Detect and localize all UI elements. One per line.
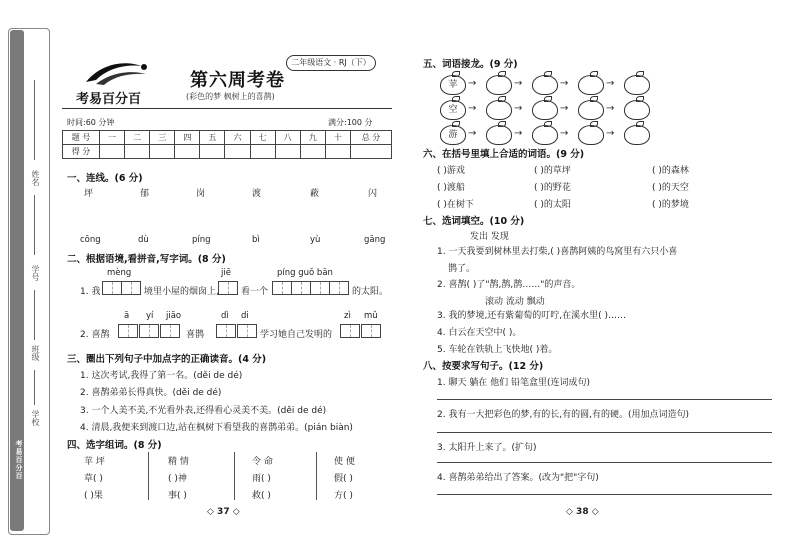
s2-pinyin: zì [344,311,351,321]
score-table-header-row [63,131,392,145]
apple-answer-box[interactable] [578,125,604,145]
arrow-right-icon: → [468,78,477,89]
apple-stem-icon [498,71,506,77]
score-table-cell: 八 [275,131,300,145]
score-table-cell: 四 [175,131,200,145]
arrow-right-icon: → [514,78,523,89]
arrow-right-icon: → [468,128,477,139]
score-table-cell: 十 [325,131,350,145]
binding-label-name: 姓名 [31,170,40,186]
s3-item: 3. 一个人美不美,不光看外表,还得看心灵美不美。(děi de dé) [80,406,327,416]
binding-label-school: 学校 [31,410,40,426]
score-table-score-row [63,145,392,159]
s4-head: 令 命 [252,457,273,467]
apple-stem-icon [636,71,644,77]
s6-item: ( )的草坪 [534,166,571,176]
s1-pinyin: píng [192,235,211,245]
s2-text: 境里小屋的烟囱上, [144,287,219,297]
apple-answer-box[interactable] [624,75,650,95]
section-3-title: 三、圈出下列句子中加点字的正确读音。(4 分) [67,354,267,365]
score-input-cell[interactable] [250,145,275,159]
apple-stem-icon [590,71,598,77]
score-table-cell: 总 分 [351,131,392,145]
apple-stem-icon [452,121,460,127]
arrow-right-icon: → [468,103,477,114]
s4-head: 使 便 [334,457,355,467]
s7-word-bank: 滚动 流动 飘动 [485,297,545,307]
s1-char: 渡 [252,189,262,199]
s4-divider [234,452,235,500]
s4-item: ( )神 [168,474,187,484]
s2-text: 的太阳。 [352,287,389,297]
tianzige-box[interactable] [216,324,236,338]
answer-line[interactable] [437,399,772,400]
s2-text: 看一个 [241,287,269,297]
tianzige-box[interactable] [218,281,238,295]
apple-stem-icon [452,71,460,77]
apple-answer-box[interactable] [578,100,604,120]
s8-item: 2. 我有一大把彩色的梦,有的长,有的圆,有的硬。(用加点词造句) [437,410,690,420]
score-input-cell[interactable] [300,145,325,159]
tianzige-box[interactable] [160,324,180,338]
apple-stem-icon [636,121,644,127]
s6-item: ( )游戏 [437,166,465,176]
s2-text: 喜鹊 [186,330,205,340]
s6-item: ( )渡船 [437,183,465,193]
s4-divider [148,452,149,500]
score-input-cell[interactable] [351,145,392,159]
section-2-title: 二、根据语境,看拼音,写字词。(8 分) [67,254,226,265]
score-input-cell[interactable] [200,145,225,159]
binding-line [34,290,35,340]
score-input-cell[interactable] [275,145,300,159]
s4-head: 苹 坪 [84,457,105,467]
arrow-right-icon: → [560,103,569,114]
score-table [62,130,392,159]
page-number-left: ◇ 37 ◇ [207,507,240,517]
apple-start-char: 空 [448,105,458,115]
score-table-cell: 六 [225,131,250,145]
s4-item: 方( ) [334,491,353,501]
section-1-title: 一、连线。(6 分) [67,173,143,184]
binding-label-number: 学号 [31,265,40,281]
s4-divider [316,452,317,500]
answer-line[interactable] [437,462,772,463]
binding-label-class: 班级 [31,345,40,361]
s4-item: ( )果 [84,491,103,501]
s2-text: 学习她自己发明的 [260,330,333,340]
apple-stem-icon [590,121,598,127]
s1-pinyin: bì [252,235,260,245]
tianzige-box[interactable] [361,324,381,338]
s7-item: 5. 车轮在铁轨上飞快地( )着。 [437,345,558,355]
binding-line [34,195,35,255]
s7-item: 4. 白云在天空中( )。 [437,328,522,338]
arrow-right-icon: → [514,128,523,139]
apple-start-box [440,75,466,95]
s2-pinyin: mǔ [364,311,378,321]
s2-pinyin: dì [221,311,229,321]
s7-item: 2. 喜鹊( )了"鹊,鹊,鹊……"的声音。 [437,280,581,290]
apple-answer-box[interactable] [624,100,650,120]
s1-pinyin: dù [138,235,149,245]
arrow-right-icon: → [514,103,523,114]
s6-item: ( )的太阳 [534,200,571,210]
score-input-cell[interactable] [175,145,200,159]
section-6-title: 六、在括号里填上合适的词语。(9 分) [423,149,585,160]
score-input-cell[interactable] [150,145,175,159]
s8-item: 4. 喜鹊弟弟给出了答案。(改为"把"字句) [437,473,599,483]
logo-text: 考易百分百 [76,92,142,107]
tianzige-box[interactable] [310,281,330,295]
s1-pinyin: yù [310,235,321,245]
s6-item: ( )的森林 [652,166,689,176]
s4-item: 假( ) [334,474,353,484]
score-input-cell[interactable] [325,145,350,159]
s4-item: 雨( ) [252,474,271,484]
score-table-cell: 二 [125,131,150,145]
s1-char: 岗 [196,189,206,199]
apple-stem-icon [498,96,506,102]
score-table-cell: 七 [250,131,275,145]
s2-pinyin: jiē [221,268,231,278]
s7-word-bank: 发出 发现 [470,232,509,242]
score-table-cell: 九 [300,131,325,145]
apple-answer-box[interactable] [532,125,558,145]
page-title: 第六周考卷 [190,70,285,91]
binding-logo: 考易百分百 [15,440,23,480]
tianzige-box[interactable] [118,324,138,338]
s4-item: 事( ) [168,491,187,501]
s2-pinyin: ā [124,311,130,321]
tianzige-box[interactable] [272,281,292,295]
arrow-right-icon: → [560,128,569,139]
s3-item: 2. 喜鹊弟弟长得真快。(děi de dé) [80,388,222,398]
apple-stem-icon [452,96,460,102]
apple-stem-icon [590,96,598,102]
apple-answer-box[interactable] [486,75,512,95]
score-table-cell: 题 号 [63,131,100,145]
score-table-cell: 五 [200,131,225,145]
apple-start-char: 苹 [448,80,458,90]
section-4-title: 四、选字组词。(8 分) [67,440,162,451]
apple-answer-box[interactable] [532,75,558,95]
s1-pinyin: cōng [80,235,101,245]
apple-start-box [440,125,466,145]
s6-item: ( )的天空 [652,183,689,193]
s4-item: 草( ) [84,474,103,484]
s1-char: 闪 [368,189,378,199]
s2-pinyin: di [241,311,249,321]
s7-item: 1. 一天我要到树林里去打柴,( )喜鹊阿姨的鸟窝里有六只小喜 [437,247,678,257]
tianzige-box[interactable] [102,281,122,295]
s3-item: 1. 这次考试,我得了第一名。(děi de dé) [80,371,243,381]
s6-item: ( )在树下 [437,200,474,210]
time-limit: 时间:60 分钟 [67,118,115,127]
score-table-cell: 一 [100,131,125,145]
apple-answer-box[interactable] [486,100,512,120]
score-input-cell[interactable] [100,145,125,159]
apple-start-box [440,100,466,120]
page-number-right: ◇ 38 ◇ [566,507,599,517]
s7-item: 鹊了。 [448,264,476,274]
s6-item: ( )的野花 [534,183,571,193]
s3-item: 4. 清晨,我便来到渡口边,站在枫树下看望我的喜鹊弟弟。(pián biàn) [80,423,353,433]
grade-badge: 二年级语文 · RJ（下） [286,55,376,71]
apple-start-char: 游 [448,130,458,140]
s2-pinyin: mèng [107,268,132,278]
apple-stem-icon [498,121,506,127]
arrow-right-icon: → [606,78,615,89]
answer-line[interactable] [437,432,772,433]
s4-head: 精 情 [168,457,189,467]
arrow-right-icon: → [606,103,615,114]
tianzige-box[interactable] [121,281,141,295]
tianzige-box[interactable] [291,281,311,295]
tianzige-box[interactable] [329,281,349,295]
section-8-title: 八、按要求写句子。(12 分) [423,361,544,372]
apple-answer-box[interactable] [578,75,604,95]
full-score: 满分:100 分 [328,118,373,127]
binding-line [34,370,35,405]
s1-char: 郁 [140,189,150,199]
score-input-cell[interactable] [125,145,150,159]
s2-pinyin: jiāo [166,311,182,321]
tianzige-box[interactable] [237,324,257,338]
page-subtitle: (彩色的梦 枫树上的喜鹊) [186,92,275,101]
arrow-right-icon: → [606,128,615,139]
section-7-title: 七、选词填空。(10 分) [423,216,525,227]
apple-answer-box[interactable] [624,125,650,145]
s4-item: 救( ) [252,491,271,501]
s7-item: 3. 我的梦境,还有紫葡萄的叮咛,在溪水里( )…… [437,311,627,321]
tianzige-box[interactable] [139,324,159,338]
s6-item: ( )的梦境 [652,200,689,210]
section-5-title: 五、词语接龙。(9 分) [423,59,518,70]
score-table-cell: 三 [150,131,175,145]
s1-char: 坪 [84,189,94,199]
binding-line [34,80,35,160]
apple-stem-icon [544,121,552,127]
apple-answer-box[interactable] [486,125,512,145]
tianzige-box[interactable] [340,324,360,338]
s2-pinyin: yí [146,311,154,321]
apple-stem-icon [544,71,552,77]
header-divider [62,108,392,109]
score-input-cell[interactable] [225,145,250,159]
s2-text: 1. 我 [80,287,101,297]
s8-item: 1. 聊天 躺在 他们 铅笔盒里(连词成句) [437,378,591,388]
apple-stem-icon [636,96,644,102]
arrow-right-icon: → [560,78,569,89]
s1-char: 蔽 [310,189,320,199]
apple-stem-icon [544,96,552,102]
answer-line[interactable] [437,494,772,495]
s2-text: 2. 喜鹊 [80,330,110,340]
s2-pinyin: píng guǒ bān [277,268,333,278]
apple-answer-box[interactable] [532,100,558,120]
s8-item: 3. 太阳升上来了。(扩句) [437,443,537,453]
score-table-cell: 得 分 [63,145,100,159]
s1-pinyin: gāng [364,235,386,245]
